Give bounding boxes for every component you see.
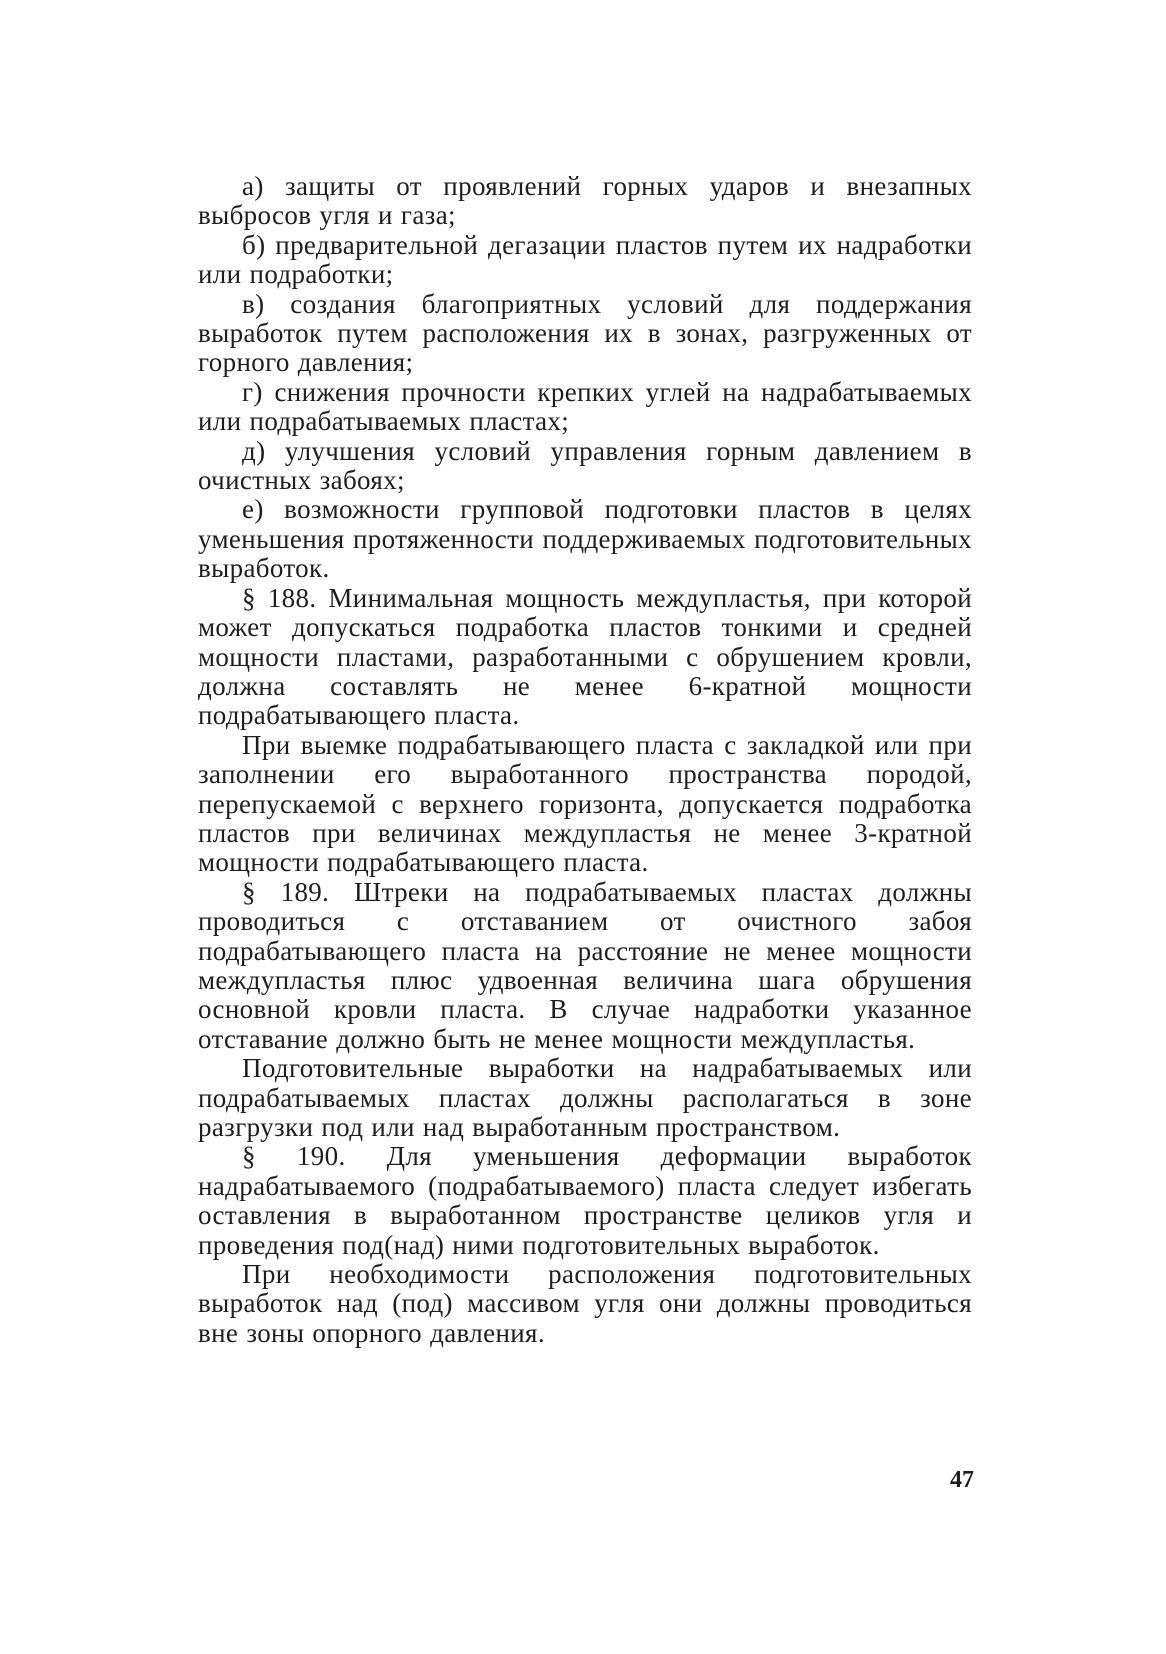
section-189-paragraph-2: Подготовительные выработки на надрабатываемых или подрабатываемых пластах должны располагаться в зоне разгрузки под или над выработанным пространством. — [198, 1053, 972, 1142]
list-item-g: г) снижения прочности крепких углей на надрабатываемых или подрабатываемых пластах; — [198, 376, 972, 437]
list-item-b: б) предварительной дегазации пластов путем их надработки или подработки; — [198, 229, 972, 290]
section-190-paragraph-2: При необходимости расположения подготовительных выработок над (под) массивом угля они должны проводиться вне зоны опорного давления. — [198, 1259, 972, 1348]
page-number: 47 — [950, 1467, 974, 1493]
section-188: § 188. Минимальная мощность междупластья, при которой может допускаться подработка пластов тонкими и средней мощности пластами, разработанными с обрушением кровли, должна составлять не менее 6-кратной мощности подрабатывающего пласта. — [198, 582, 972, 731]
section-189: § 189. Штреки на подрабатываемых пластах должны проводиться с отставанием от очистного забоя подрабатывающего пласта на расстояние не менее мощности междупластья плюс удвоенная величина шага обрушения основной кровли пласта. В случае надработки указанное отставание должно быть не менее мощности междупластья. — [198, 876, 972, 1054]
list-item-e: е) возможности групповой подготовки пластов в целях уменьшения протяженности поддерживаемых подготовительных выработок. — [198, 494, 972, 584]
list-item-v: в) создания благоприятных условий для поддержания выработок путем расположения их в зонах, разгруженных от горного давления; — [198, 288, 972, 378]
section-188-paragraph-2: При выемке подрабатывающего пласта с закладкой или при заполнении его выработанного пространства породой, перепускаемой с верхнего горизонта, допускается подработка пластов при величинах междупластья не менее 3-кратной мощности подрабатывающего пласта. — [198, 729, 972, 878]
list-item-d: д) улучшения условий управления горным давлением в очистных забоях; — [198, 435, 972, 496]
list-item-a: а) защиты от проявлений горных ударов и внезапных выбросов угля и газа; — [198, 171, 972, 231]
section-190: § 190. Для уменьшения деформации выработок надрабатываемого (подрабатываемого) пласта следует избегать оставления в выработанном пространстве целиков угля и проведения под(над) ними подготовительных выработок. — [198, 1141, 972, 1260]
page-text — [198, 172, 972, 1348]
